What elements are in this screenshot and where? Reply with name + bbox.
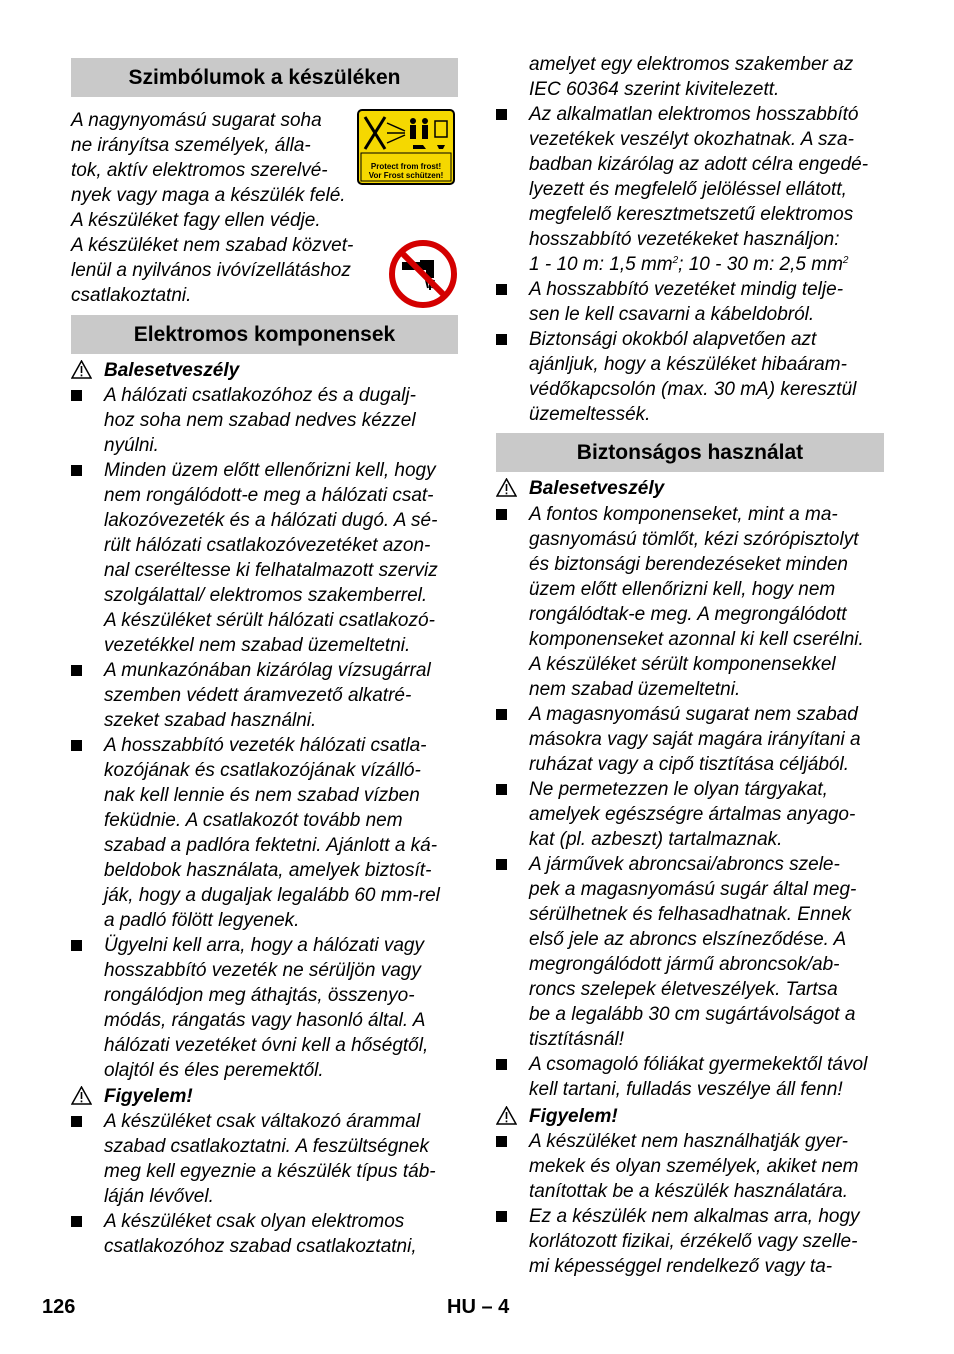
bullet-text bbox=[529, 1052, 867, 1102]
bullet-square-icon bbox=[71, 1116, 82, 1127]
text-line: A járművek abroncsai/abroncs szele- bbox=[529, 854, 840, 875]
text-line: olajtól és éles peremektől. bbox=[104, 1060, 324, 1081]
text-line: módás, rángatás vagy hasonló által. A bbox=[104, 1010, 426, 1031]
warning-triangle-icon bbox=[71, 1086, 92, 1105]
text-line: lakozóvezeték és a hálózati dugó. A sé- bbox=[104, 510, 438, 531]
text-line: hálózati vezetéket óvni kell a hőségtől, bbox=[104, 1035, 429, 1056]
text-line: be a legalább 30 cm sugártávolságot a bbox=[529, 1004, 856, 1025]
text-line: csatlakozóhoz szabad csatlakoztatni, bbox=[104, 1236, 417, 1257]
text-line: rült hálózati csatlakozóvezetéket azon- bbox=[104, 535, 431, 556]
bullet-square-icon bbox=[496, 1059, 507, 1070]
warning-label: Figyelem! bbox=[529, 1106, 618, 1127]
text-line: A hosszabbító vezeték hálózati csatla- bbox=[104, 735, 427, 756]
text-line: korlátozott fizikai, érzékelő vagy szelle- bbox=[529, 1231, 858, 1252]
text-line: hoz soha nem szabad nedves kézzel bbox=[104, 410, 416, 431]
frost-label-line1: Protect from frost! bbox=[370, 162, 442, 171]
bullet-text bbox=[104, 383, 416, 458]
text-line: szabad csatlakoztatni. A feszültségnek bbox=[104, 1136, 429, 1157]
text-line: meg kell egyeznie a készülék típus táb- bbox=[104, 1161, 436, 1182]
text-line: A készüléket csak olyan elektromos bbox=[104, 1211, 405, 1232]
text-line: kat (pl. azbeszt) tartalmaznak. bbox=[529, 829, 783, 850]
text-line: Biztonsági okokból alapvetően azt bbox=[529, 329, 817, 350]
text-line: ajánljuk, hogy a készüléket hibaáram- bbox=[529, 354, 847, 375]
text-line: kell tartani, fulladás veszélye áll fenn! bbox=[529, 1079, 843, 1100]
text-line: rongálódjon meg áthajtás, összenyo- bbox=[104, 985, 415, 1006]
text-line: badban kizárólag az adott célra engedé- bbox=[529, 154, 869, 175]
text-line: gasnyomású tömlőt, kézi szórópisztolyt bbox=[529, 529, 859, 550]
no-drinking-water-connection-icon bbox=[388, 238, 458, 310]
text-line: sérülhetnek és felhasadhatnak. Ennek bbox=[529, 904, 852, 925]
text-line: szabad a padlóra fektetni. Ajánlott a ká- bbox=[104, 835, 438, 856]
bullet-square-icon bbox=[71, 665, 82, 676]
text-line: vezetékek veszélyt okozhatnak. A sza- bbox=[529, 129, 854, 150]
bullet-text bbox=[104, 658, 431, 733]
section-heading-electrical: Elektromos komponensek bbox=[71, 315, 458, 354]
text-line: tok, aktív elektromos szerelvé- bbox=[71, 160, 328, 181]
text-line: nyúlni. bbox=[104, 435, 159, 456]
spec-part-a: 1 - 10 m: 1,5 mm bbox=[529, 254, 673, 275]
text-line: szolgálattal/ elektromos szakemberrel. bbox=[104, 585, 428, 606]
text-line: tisztításnál! bbox=[529, 1029, 625, 1050]
text-line: IEC 60364 szerint kivitelezett. bbox=[529, 79, 780, 100]
text-line: védőkapcsolón (max. 30 mA) keresztül bbox=[529, 379, 857, 400]
bullet-text bbox=[529, 852, 856, 1052]
text-line: A fontos komponenseket, mint a ma- bbox=[529, 504, 838, 525]
bullet-text bbox=[104, 1209, 417, 1259]
text-line: első jele az abroncs elszíneződése. A bbox=[529, 929, 847, 950]
text-line: A készüléket fagy ellen védje. bbox=[71, 210, 321, 231]
bullet-text bbox=[529, 1204, 860, 1279]
text-line: Az alkalmatlan elektromos hosszabbító bbox=[529, 104, 859, 125]
bullet-square-icon bbox=[496, 784, 507, 795]
bullet-text bbox=[529, 1129, 858, 1204]
text-line: csatlakoztatni. bbox=[71, 285, 192, 306]
text-line: Ez a készülék nem alkalmas arra, hogy bbox=[529, 1206, 860, 1227]
text-line: sen le kell csavarni a kábeldobról. bbox=[529, 304, 815, 325]
bullet-square-icon bbox=[71, 390, 82, 401]
bullet-text bbox=[529, 327, 856, 427]
text-line: kozójának és csatlakozójának vízálló- bbox=[104, 760, 421, 781]
text-line: A nagynyomású sugarat soha bbox=[71, 110, 322, 131]
warning-triangle-icon bbox=[496, 478, 517, 497]
text-line: lyezett és megfelelő jelöléssel ellátott, bbox=[529, 179, 847, 200]
text-line: A készüléket sérült komponensekkel bbox=[529, 654, 836, 675]
text-line: hosszabbító vezeték ne sérüljön vagy bbox=[104, 960, 421, 981]
text-line: és biztonsági berendezéseket minden bbox=[529, 554, 848, 575]
text-line: megfelelő keresztmetszetű elektromos bbox=[529, 204, 854, 225]
text-line: ne irányítsa személyek, álla- bbox=[71, 135, 311, 156]
text-line: üzem előtt ellenőrizni kell, hogy nem bbox=[529, 579, 836, 600]
text-line: nyek vagy maga a készülék felé. bbox=[71, 185, 346, 206]
section-heading-safe-use: Biztonságos használat bbox=[496, 433, 884, 472]
warning-label: Balesetveszély bbox=[104, 360, 240, 381]
text-line: nak kell lennie és nem szabad vízben bbox=[104, 785, 420, 806]
bullet-text bbox=[104, 458, 438, 658]
spec-part-b: ; 10 - 30 m: 2,5 mm bbox=[678, 254, 843, 275]
warning-triangle-icon bbox=[71, 360, 92, 379]
text-line: Ügyelni kell arra, hogy a hálózati vagy bbox=[104, 935, 425, 956]
bullet-text bbox=[104, 733, 440, 933]
text-line: mekek és olyan személyek, akiket nem bbox=[529, 1156, 859, 1177]
text-line: roncs szelepek életveszélyek. Tartsa bbox=[529, 979, 838, 1000]
bullet-square-icon bbox=[71, 740, 82, 751]
text-line: amelyet egy elektromos szakember az bbox=[529, 54, 854, 75]
text-line: rongálódtak-e meg. A megrongálódott bbox=[529, 604, 847, 625]
bullet-text bbox=[104, 1109, 436, 1209]
bullet-square-icon bbox=[71, 940, 82, 951]
bullet-text bbox=[529, 702, 861, 777]
text-line: szeket szabad használni. bbox=[104, 710, 317, 731]
text-line: Minden üzem előtt ellenőrizni kell, hogy bbox=[104, 460, 436, 481]
spec-sup-2: 2 bbox=[842, 255, 849, 266]
text-line: amelyek egészségre ártalmas anyago- bbox=[529, 804, 856, 825]
bullet-text bbox=[529, 277, 843, 327]
text-line: nem rongálódott-e meg a hálózati csat- bbox=[104, 485, 434, 506]
text-line: megrongálódott jármű abroncsok/ab- bbox=[529, 954, 840, 975]
text-line: A hosszabbító vezetéket mindig telje- bbox=[529, 279, 844, 300]
text-line: A készüléket sérült hálózati csatlakozó- bbox=[104, 610, 435, 631]
text-line: másokra vagy saját magára irányítani a bbox=[529, 729, 861, 750]
text-line: beldobok használata, amelyek biztosít- bbox=[104, 860, 432, 881]
text-line: nem szabad üzemeltetni. bbox=[529, 679, 741, 700]
text-line: A hálózati csatlakozóhoz és a dugalj- bbox=[104, 385, 416, 406]
text-line: a padló fölött legyenek. bbox=[104, 910, 300, 931]
bullet-square-icon bbox=[496, 109, 507, 120]
text-line: Ne permetezzen le olyan tárgyakat, bbox=[529, 779, 828, 800]
bullet-square-icon bbox=[496, 334, 507, 345]
bullet-square-icon bbox=[71, 1216, 82, 1227]
bullet-text bbox=[104, 933, 428, 1083]
section-heading-symbols: Szimbólumok a készüléken bbox=[71, 58, 458, 97]
warning-label: Figyelem! bbox=[104, 1086, 193, 1107]
bullet-square-icon bbox=[496, 1136, 507, 1147]
text-line: A készüléket nem használhatják gyer- bbox=[529, 1131, 848, 1152]
section-code: HU – 4 bbox=[447, 1296, 510, 1318]
bullet-text bbox=[529, 502, 864, 702]
frost-label-line2: Vor Frost schützen! bbox=[368, 171, 444, 180]
bullet-square-icon bbox=[496, 284, 507, 295]
text-line: mi képességgel rendelkező vagy ta- bbox=[529, 1256, 833, 1277]
text-line: vezetékkel nem szabad üzemeltetni. bbox=[104, 635, 411, 656]
text-line: pek a magasnyomású sugár által meg- bbox=[529, 879, 857, 900]
text-line: A csomagoló fóliákat gyermekektől távol bbox=[529, 1054, 868, 1075]
text-line: A magasnyomású sugarat nem szabad bbox=[529, 704, 858, 725]
text-line: feküdnie. A csatlakozót tovább nem bbox=[104, 810, 403, 831]
text-line: láján lévővel. bbox=[104, 1186, 214, 1207]
text-line: ják, hogy a dugaljak legalább 60 mm-rel bbox=[104, 885, 440, 906]
text-line: nal cseréltesse ki felhatalmazott szerviz bbox=[104, 560, 438, 581]
spec-sup-1: 2 bbox=[672, 255, 679, 266]
bullet-square-icon bbox=[496, 859, 507, 870]
text-line: lenül a nyilvános ivóvízellátáshoz bbox=[71, 260, 351, 281]
bullet-text bbox=[529, 102, 868, 277]
text-line: ruházat vagy a cipő tisztítása céljából. bbox=[529, 754, 850, 775]
page-number: 126 bbox=[42, 1296, 76, 1318]
bullet-square-icon bbox=[71, 465, 82, 476]
text-line: hosszabbító vezetékeket használjon: bbox=[529, 229, 840, 250]
text-line: A munkazónában kizárólag vízsugárral bbox=[104, 660, 431, 681]
bullet-text bbox=[529, 777, 855, 852]
text-line: A készüléket csak váltakozó árammal bbox=[104, 1111, 421, 1132]
symbols-text bbox=[71, 108, 353, 308]
warning-triangle-icon bbox=[496, 1106, 517, 1125]
high-pressure-warning-symbol bbox=[357, 109, 455, 185]
text-line: tanítottak be a készülék használatára. bbox=[529, 1181, 848, 1202]
continued-text bbox=[529, 52, 853, 102]
bullet-square-icon bbox=[496, 509, 507, 520]
text-line: szemben védett áramvezető alkatré- bbox=[104, 685, 412, 706]
text-line: üzemeltessék. bbox=[529, 404, 651, 425]
bullet-square-icon bbox=[496, 709, 507, 720]
warning-label: Balesetveszély bbox=[529, 478, 665, 499]
text-line: komponenseket azonnal ki kell cserélni. bbox=[529, 629, 864, 650]
bullet-square-icon bbox=[496, 1211, 507, 1222]
text-line: A készüléket nem szabad közvet- bbox=[71, 235, 354, 256]
